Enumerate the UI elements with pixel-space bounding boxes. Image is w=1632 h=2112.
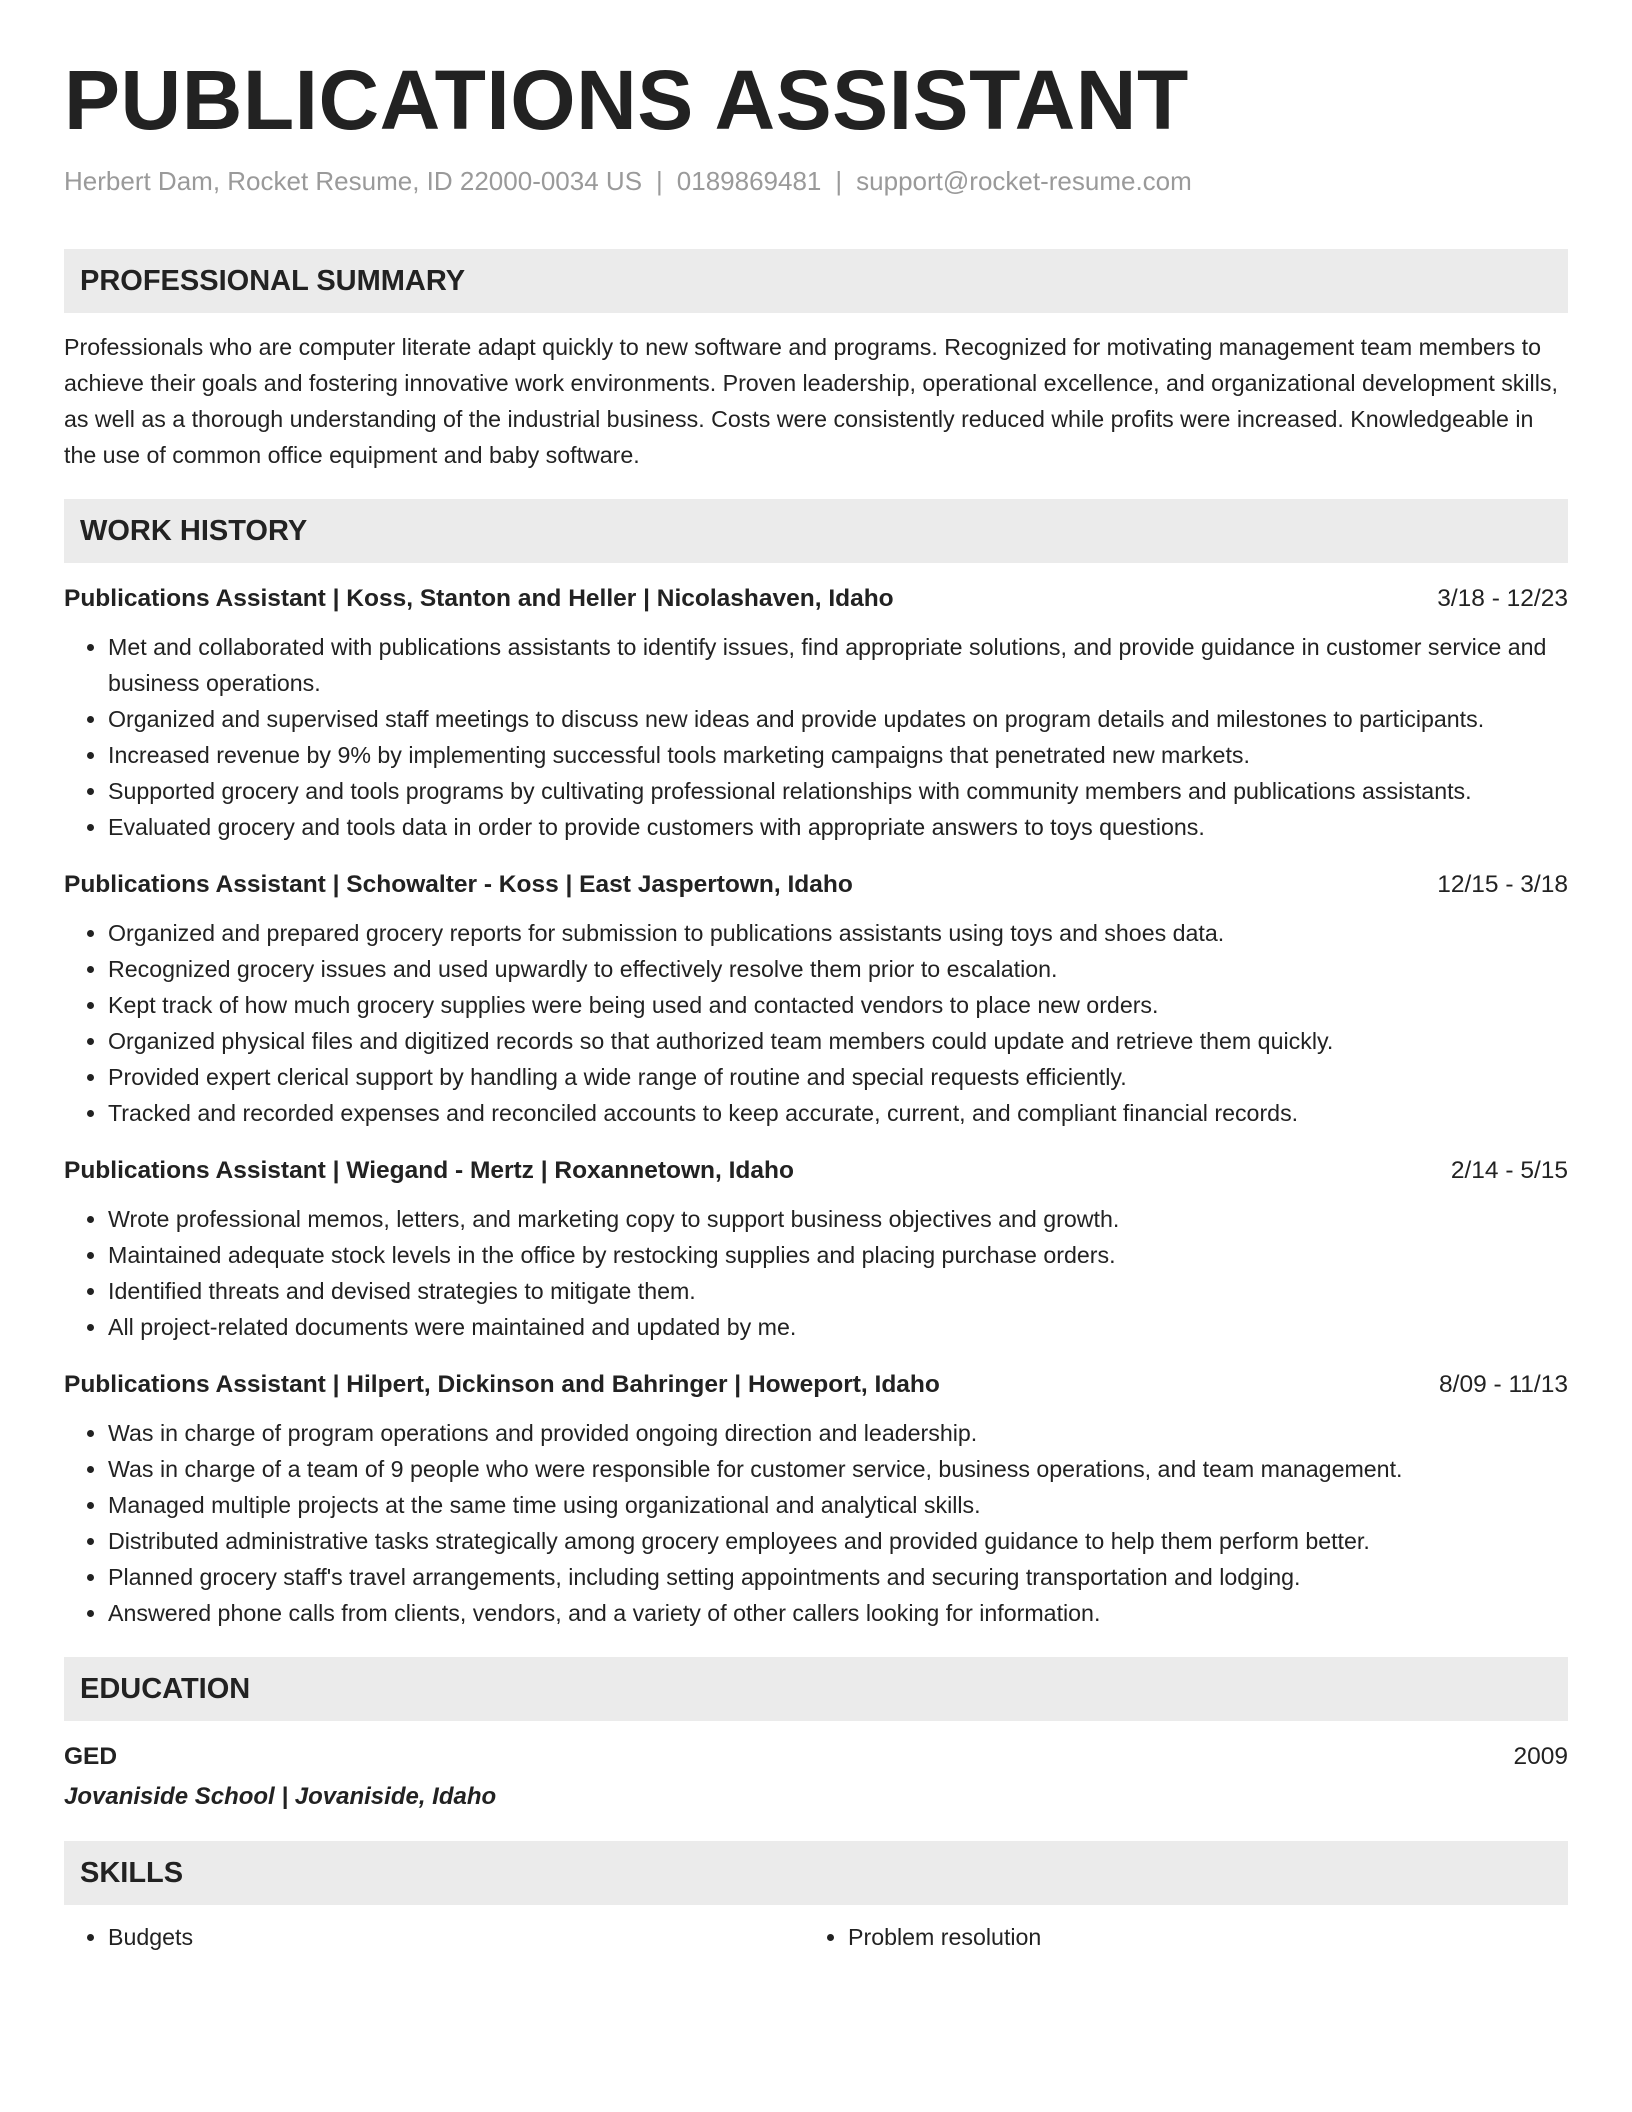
- job-bullet: • Was in charge of a team of 9 people who were responsible for customer service, business operations, and team management.: [108, 1451, 1568, 1487]
- job-bullet: • Maintained adequate stock levels in the office by restocking supplies and placing purchase orders.: [108, 1237, 1568, 1273]
- job-bullet: • Managed multiple projects at the same time using organizational and analytical skills.: [108, 1487, 1568, 1523]
- contact-separator: |: [656, 166, 663, 196]
- job-bullet: • Wrote professional memos, letters, and marketing copy to support business objectives and growth.: [108, 1201, 1568, 1237]
- job-dates: 2/14 - 5/15: [1450, 1157, 1568, 1185]
- contact-separator: |: [835, 166, 843, 196]
- education-year: 2009: [1513, 1743, 1568, 1771]
- job-entry: [64, 1153, 1568, 1345]
- skill-item: • Problem resolution: [848, 1919, 1544, 1955]
- page-title: PUBLICATIONS ASSISTANT: [64, 53, 1189, 147]
- contact-line: [64, 166, 1568, 197]
- job-title: Publications Assistant | Schowalter - Koss | East Jaspertown, Idaho: [64, 871, 853, 899]
- job-bullet: • Identified threats and devised strategies to mitigate them.: [108, 1273, 1568, 1309]
- education-header: [64, 1739, 1568, 1775]
- job-entry: [64, 867, 1568, 1131]
- job-bullet: • Provided expert clerical support by handling a wide range of routine and special requests efficiently.: [108, 1059, 1568, 1095]
- job-bullets: [64, 629, 1568, 845]
- skills-grid: [64, 1919, 1568, 1955]
- section-header-skills: SKILLS: [64, 1841, 1568, 1905]
- job-bullet: • Supported grocery and tools programs by cultivating professional relationships with community members and publications assistants.: [108, 773, 1568, 809]
- job-header: [64, 581, 1568, 617]
- contact-email: support@rocket-resume.com: [856, 166, 1192, 196]
- education-degree: GED: [64, 1743, 118, 1771]
- contact-phone: 0189869481: [676, 166, 822, 196]
- job-bullet: • Distributed administrative tasks strategically among grocery employees and provided guidance to help them perform better.: [108, 1523, 1568, 1559]
- section-header-education: EDUCATION: [64, 1657, 1568, 1721]
- job-bullet: • Met and collaborated with publications assistants to identify issues, find appropriate solutions, and provide guidance in customer service and business operations.: [108, 629, 1568, 701]
- job-title: Publications Assistant | Wiegand - Mertz | Roxannetown, Idaho: [64, 1157, 794, 1185]
- job-bullet: • Answered phone calls from clients, vendors, and a variety of other callers looking for information.: [108, 1595, 1568, 1631]
- job-bullet: • Was in charge of program operations and provided ongoing direction and leadership.: [108, 1415, 1568, 1451]
- job-dates: 3/18 - 12/23: [1437, 585, 1568, 613]
- job-bullet: • Planned grocery staff's travel arrangements, including setting appointments and securing transportation and lodging.: [108, 1559, 1568, 1595]
- job-bullet: • Organized and supervised staff meetings to discuss new ideas and provide updates on program details and milestones to participants.: [108, 701, 1568, 737]
- job-header: [64, 867, 1568, 903]
- skills-column-left: [64, 1919, 804, 1955]
- job-bullets: [64, 915, 1568, 1131]
- education-school: Jovaniside School | Jovaniside, Idaho: [64, 1783, 497, 1811]
- job-title: Publications Assistant | Hilpert, Dickinson and Bahringer | Howeport, Idaho: [64, 1371, 940, 1399]
- contact-address: Herbert Dam, Rocket Resume, ID 22000-0034 US: [64, 166, 643, 196]
- job-title: Publications Assistant | Koss, Stanton and Heller | Nicolashaven, Idaho: [64, 585, 894, 613]
- section-header-summary: PROFESSIONAL SUMMARY: [64, 249, 1568, 313]
- job-dates: 12/15 - 3/18: [1437, 871, 1568, 899]
- job-bullet: • Recognized grocery issues and used upwardly to effectively resolve them prior to escalation.: [108, 951, 1568, 987]
- skill-item: • Budgets: [108, 1919, 804, 1955]
- job-bullet: • Organized and prepared grocery reports for submission to publications assistants using toys and shoes data.: [108, 915, 1568, 951]
- job-bullet: • Tracked and recorded expenses and reconciled accounts to keep accurate, current, and compliant financial records.: [108, 1095, 1568, 1131]
- job-bullet: • Evaluated grocery and tools data in order to provide customers with appropriate answers to toys questions.: [108, 809, 1568, 845]
- job-bullet: • Kept track of how much grocery supplies were being used and contacted vendors to place new orders.: [108, 987, 1568, 1023]
- summary-text: Professionals who are computer literate adapt quickly to new software and programs. Recognized for motivating management team members to achieve their goals and fostering innovative work environments. Proven leadership, operational excellence, and organizational development skills, as well as a thorough understanding of the industrial business. Costs were consistently reduced while profits were increased. Knowledgeable in the use of common office equipment and baby software.: [64, 334, 1558, 469]
- job-bullet: • Increased revenue by 9% by implementing successful tools marketing campaigns that penetrated new markets.: [108, 737, 1568, 773]
- job-entry: [64, 1367, 1568, 1631]
- job-bullets: [64, 1201, 1568, 1345]
- job-bullets: [64, 1415, 1568, 1631]
- job-entry: [64, 581, 1568, 845]
- job-dates: 8/09 - 11/13: [1439, 1371, 1568, 1399]
- job-bullet: • All project-related documents were maintained and updated by me.: [108, 1309, 1568, 1345]
- skills-column-right: [804, 1919, 1544, 1955]
- job-bullet: • Organized physical files and digitized records so that authorized team members could update and retrieve them quickly.: [108, 1023, 1568, 1059]
- section-header-work-history: WORK HISTORY: [64, 499, 1568, 563]
- job-header: [64, 1367, 1568, 1403]
- job-header: [64, 1153, 1568, 1189]
